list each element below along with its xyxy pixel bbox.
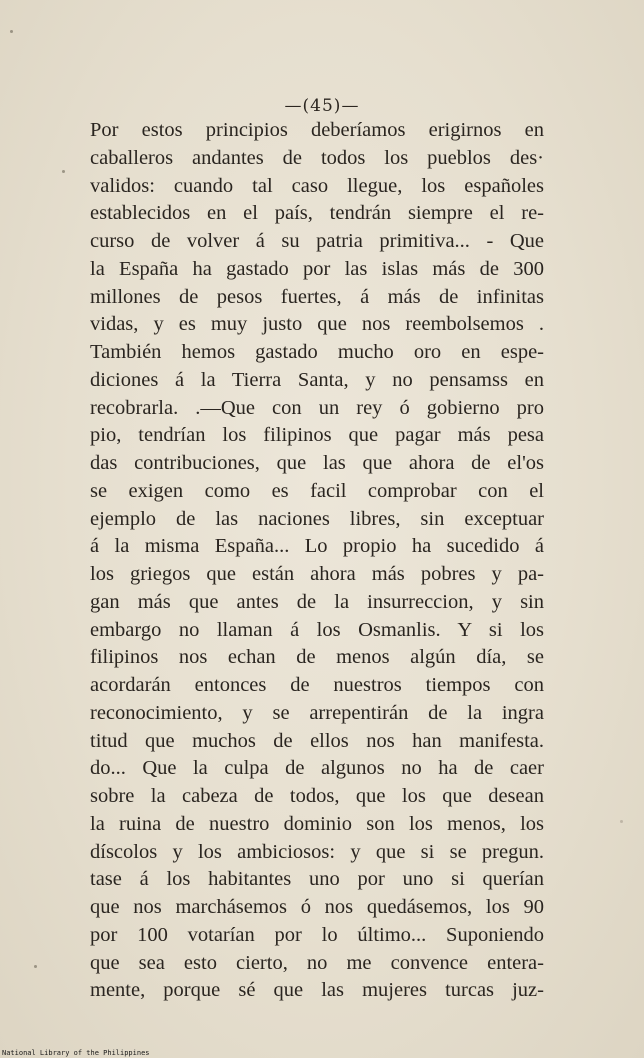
text-line: recobrarla. .—Que con un rey ó gobierno pro bbox=[90, 396, 544, 419]
paper-speck bbox=[34, 965, 37, 968]
text-line: caballeros andantes de todos los pueblos des· bbox=[90, 146, 544, 169]
text-line: tase á los habitantes uno por uno si querían bbox=[90, 868, 544, 891]
text-line: que sea esto cierto, no me convence entera- bbox=[90, 951, 544, 974]
text-line: vidas, y es muy justo que nos reembolsemos . bbox=[90, 313, 544, 336]
text-line: reconocimiento, y se arrepentirán de la ingra bbox=[90, 701, 544, 724]
text-line: mente, porque sé que las mujeres turcas juz- bbox=[90, 979, 544, 1002]
text-line: titud que muchos de ellos nos han manifesta. bbox=[90, 729, 544, 752]
text-line: á la misma España... Lo propio ha sucedido á bbox=[90, 535, 544, 558]
text-line: embargo no llaman á los Osmanlis. Y si los bbox=[90, 618, 544, 641]
text-line: acordarán entonces de nuestros tiempos con bbox=[90, 674, 544, 696]
text-line: gan más que antes de la insurreccion, y sin bbox=[90, 590, 544, 613]
text-line: validos: cuando tal caso llegue, los españoles bbox=[90, 174, 544, 197]
text-line: ejemplo de las naciones libres, sin exceptuar bbox=[90, 507, 544, 530]
paper-speck bbox=[620, 820, 623, 823]
library-attribution: National Library of the Philippines bbox=[2, 1049, 150, 1057]
text-line: También hemos gastado mucho oro en espe- bbox=[90, 341, 544, 363]
text-line: Por estos principios deberíamos erigirnos en bbox=[90, 119, 544, 141]
page-number: —(45)— bbox=[284, 96, 360, 116]
text-line: díscolos y los ambiciosos: y que si se pregun. bbox=[90, 840, 544, 863]
body-text bbox=[90, 117, 544, 1005]
text-line: filipinos nos echan de menos algún día, se bbox=[90, 646, 544, 669]
text-line: la España ha gastado por las islas más de 300 bbox=[90, 257, 544, 280]
text-line: pio, tendrían los filipinos que pagar más pesa bbox=[90, 424, 544, 447]
paper-speck bbox=[10, 30, 13, 33]
text-line: sobre la cabeza de todos, que los que desean bbox=[90, 785, 544, 807]
text-line: se exigen como es facil comprobar con el bbox=[90, 479, 544, 502]
text-line: curso de volver á su patria primitiva... - Que bbox=[90, 230, 544, 252]
text-line: los griegos que están ahora más pobres y pa- bbox=[90, 563, 544, 585]
text-line: diciones á la Tierra Santa, y no pensamss en bbox=[90, 368, 544, 391]
text-line: millones de pesos fuertes, á más de infinitas bbox=[90, 285, 544, 308]
text-line: la ruina de nuestro dominio son los menos, los bbox=[90, 812, 544, 835]
paper-speck bbox=[62, 170, 65, 173]
text-line: do... Que la culpa de algunos no ha de caer bbox=[90, 757, 544, 780]
text-line: das contribuciones, que las que ahora de el'os bbox=[90, 452, 544, 474]
text-line: establecidos en el país, tendrán siempre el re- bbox=[90, 202, 544, 225]
text-line: por 100 votarían por lo último... Suponiendo bbox=[90, 923, 544, 946]
text-line: que nos marchásemos ó nos quedásemos, los 90 bbox=[90, 896, 544, 918]
